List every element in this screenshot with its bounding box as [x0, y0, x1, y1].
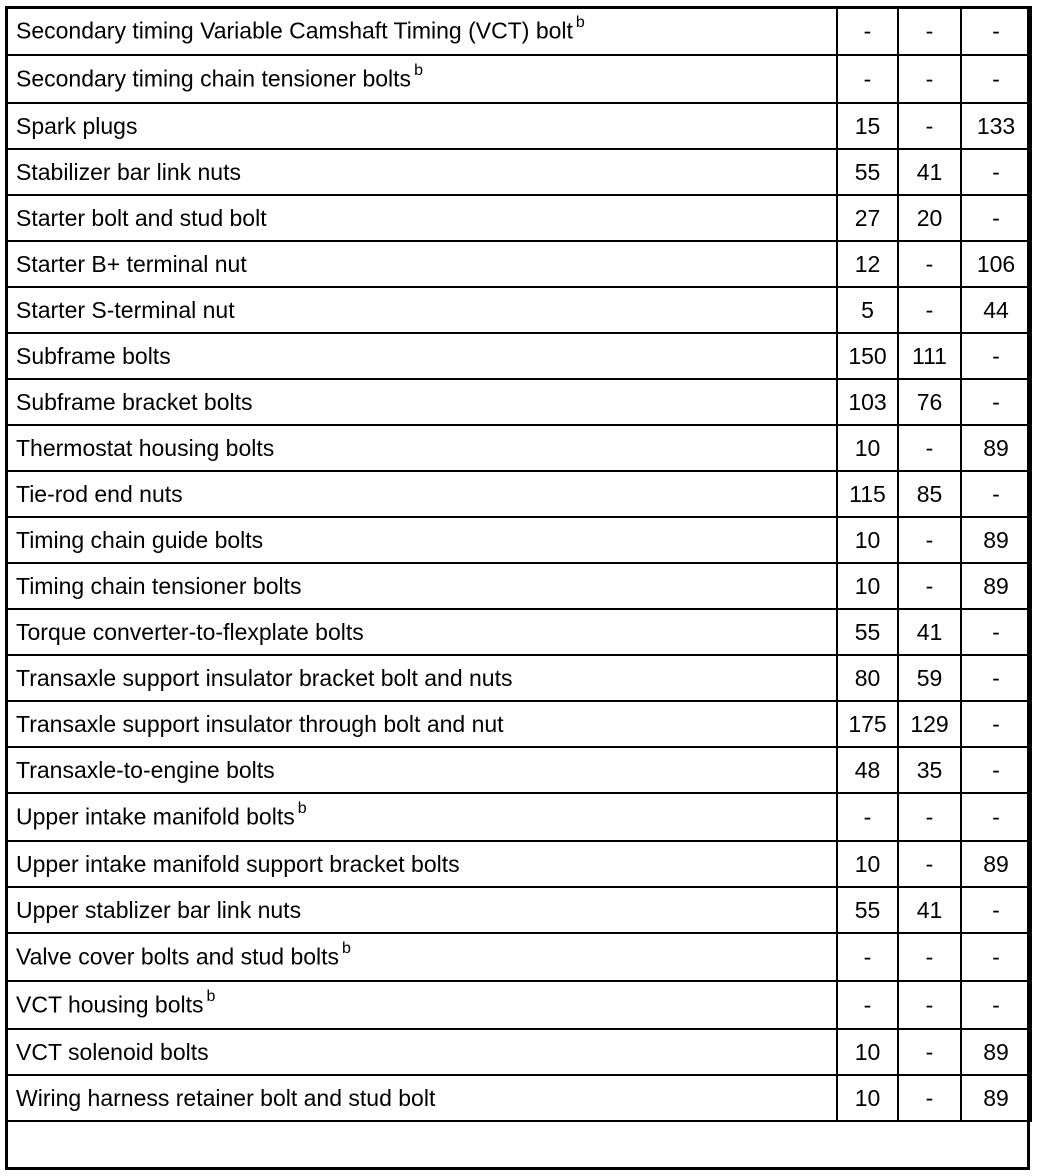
torque-lbin-cell: -	[961, 793, 1031, 841]
torque-lbft-cell: -	[898, 517, 961, 563]
fastener-description: Upper intake manifold support bracket bolts	[16, 850, 460, 877]
fastener-description-cell	[6, 195, 837, 241]
table-row	[6, 7, 1031, 55]
fastener-description-cell	[6, 287, 837, 333]
torque-lbft-cell: -	[898, 933, 961, 981]
torque-lbin-cell: -	[961, 471, 1031, 517]
torque-nm-cell: -	[837, 55, 898, 103]
torque-nm-cell: 55	[837, 609, 898, 655]
fastener-description: Secondary timing Variable Camshaft Timing (VCT) bolt	[16, 17, 573, 44]
footnote-marker: b	[206, 988, 216, 1006]
table-body	[6, 7, 1031, 1121]
torque-nm-cell: 5	[837, 287, 898, 333]
torque-lbft-cell: -	[898, 425, 961, 471]
torque-nm-cell: -	[837, 981, 898, 1029]
torque-nm-cell: 80	[837, 655, 898, 701]
table-row	[6, 471, 1031, 517]
table-row	[6, 333, 1031, 379]
fastener-description-cell	[6, 563, 837, 609]
fastener-description: Torque converter-to-flexplate bolts	[16, 618, 364, 645]
torque-lbin-cell: -	[961, 609, 1031, 655]
table-row	[6, 747, 1031, 793]
torque-lbin-cell: -	[961, 7, 1031, 55]
torque-lbft-cell: -	[898, 841, 961, 887]
torque-nm-cell: 10	[837, 1075, 898, 1121]
fastener-description-cell	[6, 103, 837, 149]
torque-nm-cell: 115	[837, 471, 898, 517]
torque-nm-cell: 10	[837, 563, 898, 609]
fastener-description: Timing chain tensioner bolts	[16, 572, 302, 599]
torque-lbin-cell: -	[961, 149, 1031, 195]
table-row	[6, 287, 1031, 333]
table-row	[6, 241, 1031, 287]
torque-nm-cell: -	[837, 793, 898, 841]
torque-lbin-cell: -	[961, 933, 1031, 981]
torque-lbin-cell: -	[961, 981, 1031, 1029]
torque-nm-cell: -	[837, 7, 898, 55]
torque-lbin-cell: 106	[961, 241, 1031, 287]
torque-lbin-cell: 89	[961, 841, 1031, 887]
fastener-description-cell	[6, 609, 837, 655]
table-row	[6, 379, 1031, 425]
table-row	[6, 1075, 1031, 1121]
torque-lbin-cell: -	[961, 333, 1031, 379]
torque-lbin-cell: -	[961, 379, 1031, 425]
fastener-description: Timing chain guide bolts	[16, 526, 264, 553]
fastener-description: Starter S-terminal nut	[16, 296, 235, 323]
fastener-description: Thermostat housing bolts	[16, 434, 275, 461]
table-row	[6, 1029, 1031, 1075]
torque-lbft-cell: -	[898, 981, 961, 1029]
fastener-description-cell	[6, 701, 837, 747]
torque-nm-cell: 55	[837, 887, 898, 933]
fastener-description: Starter bolt and stud bolt	[16, 204, 267, 231]
torque-lbft-cell: -	[898, 287, 961, 333]
table-row	[6, 425, 1031, 471]
torque-lbin-cell: -	[961, 887, 1031, 933]
fastener-description-cell	[6, 333, 837, 379]
table-row	[6, 103, 1031, 149]
torque-lbft-cell: -	[898, 1075, 961, 1121]
torque-lbft-cell: -	[898, 563, 961, 609]
fastener-description-cell	[6, 425, 837, 471]
table-row	[6, 149, 1031, 195]
table-row	[6, 701, 1031, 747]
fastener-description: VCT housing bolts	[16, 991, 204, 1018]
torque-nm-cell: 48	[837, 747, 898, 793]
torque-lbft-cell: 76	[898, 379, 961, 425]
fastener-description: Starter B+ terminal nut	[16, 250, 247, 277]
fastener-description-cell	[6, 241, 837, 287]
fastener-description-cell	[6, 887, 837, 933]
torque-lbin-cell: -	[961, 195, 1031, 241]
torque-specifications-table	[5, 6, 1032, 1122]
fastener-description-cell	[6, 517, 837, 563]
torque-lbft-cell: -	[898, 241, 961, 287]
torque-lbin-cell: 89	[961, 1029, 1031, 1075]
fastener-description: VCT solenoid bolts	[16, 1038, 209, 1065]
footnote-marker: b	[575, 14, 585, 32]
fastener-description: Subframe bolts	[16, 342, 171, 369]
fastener-description-cell	[6, 793, 837, 841]
fastener-description: Tie-rod end nuts	[16, 480, 183, 507]
fastener-description: Spark plugs	[16, 112, 138, 139]
fastener-description-cell	[6, 149, 837, 195]
fastener-description: Upper stablizer bar link nuts	[16, 896, 302, 923]
table-row	[6, 655, 1031, 701]
torque-nm-cell: 10	[837, 841, 898, 887]
torque-nm-cell: 27	[837, 195, 898, 241]
torque-nm-cell: 150	[837, 333, 898, 379]
torque-lbin-cell: 89	[961, 517, 1031, 563]
torque-lbin-cell: 89	[961, 563, 1031, 609]
fastener-description-cell	[6, 655, 837, 701]
fastener-description-cell	[6, 55, 837, 103]
table-row	[6, 517, 1031, 563]
fastener-description: Upper intake manifold bolts	[16, 803, 295, 830]
fastener-description: Valve cover bolts and stud bolts	[16, 943, 340, 970]
torque-nm-cell: 175	[837, 701, 898, 747]
torque-lbft-cell: -	[898, 55, 961, 103]
torque-nm-cell: 103	[837, 379, 898, 425]
torque-lbft-cell: 59	[898, 655, 961, 701]
fastener-description: Stabilizer bar link nuts	[16, 158, 241, 185]
torque-nm-cell: -	[837, 933, 898, 981]
torque-lbft-cell: 41	[898, 609, 961, 655]
fastener-description-cell	[6, 471, 837, 517]
torque-lbin-cell: 133	[961, 103, 1031, 149]
fastener-description: Transaxle support insulator through bolt and nut	[16, 710, 504, 737]
fastener-description: Secondary timing chain tensioner bolts	[16, 65, 412, 92]
fastener-description-cell	[6, 981, 837, 1029]
torque-lbft-cell: 41	[898, 887, 961, 933]
table-row	[6, 563, 1031, 609]
footnote-marker: b	[297, 800, 307, 818]
fastener-description: Subframe bracket bolts	[16, 388, 253, 415]
torque-nm-cell: 10	[837, 517, 898, 563]
torque-nm-cell: 12	[837, 241, 898, 287]
torque-nm-cell: 55	[837, 149, 898, 195]
footnote-marker: b	[414, 62, 423, 80]
torque-lbin-cell: -	[961, 55, 1031, 103]
table-row	[6, 933, 1031, 981]
table-row	[6, 195, 1031, 241]
fastener-description-cell	[6, 379, 837, 425]
table-row	[6, 609, 1031, 655]
torque-lbft-cell: -	[898, 1029, 961, 1075]
torque-lbft-cell: 35	[898, 747, 961, 793]
torque-lbft-cell: -	[898, 7, 961, 55]
torque-lbin-cell: 89	[961, 1075, 1031, 1121]
fastener-description: Transaxle-to-engine bolts	[16, 756, 275, 783]
torque-lbft-cell: 41	[898, 149, 961, 195]
torque-lbft-cell: -	[898, 103, 961, 149]
torque-lbft-cell: 85	[898, 471, 961, 517]
torque-lbft-cell: 111	[898, 333, 961, 379]
torque-lbft-cell: 129	[898, 701, 961, 747]
fastener-description: Wiring harness retainer bolt and stud bolt	[16, 1084, 436, 1111]
torque-nm-cell: 10	[837, 425, 898, 471]
fastener-description-cell	[6, 933, 837, 981]
fastener-description-cell	[6, 7, 837, 55]
torque-lbin-cell: -	[961, 701, 1031, 747]
table-row	[6, 887, 1031, 933]
torque-nm-cell: 10	[837, 1029, 898, 1075]
fastener-description-cell	[6, 1075, 837, 1121]
torque-lbft-cell: 20	[898, 195, 961, 241]
fastener-description-cell	[6, 747, 837, 793]
torque-lbin-cell: 44	[961, 287, 1031, 333]
fastener-description-cell	[6, 1029, 837, 1075]
torque-lbin-cell: -	[961, 655, 1031, 701]
torque-lbin-cell: 89	[961, 425, 1031, 471]
footnote-marker: b	[342, 940, 351, 958]
table-row	[6, 841, 1031, 887]
torque-lbin-cell: -	[961, 747, 1031, 793]
table-row	[6, 55, 1031, 103]
table-row	[6, 981, 1031, 1029]
torque-lbft-cell: -	[898, 793, 961, 841]
torque-nm-cell: 15	[837, 103, 898, 149]
fastener-description-cell	[6, 841, 837, 887]
table-row	[6, 793, 1031, 841]
fastener-description: Transaxle support insulator bracket bolt and nuts	[16, 664, 513, 691]
